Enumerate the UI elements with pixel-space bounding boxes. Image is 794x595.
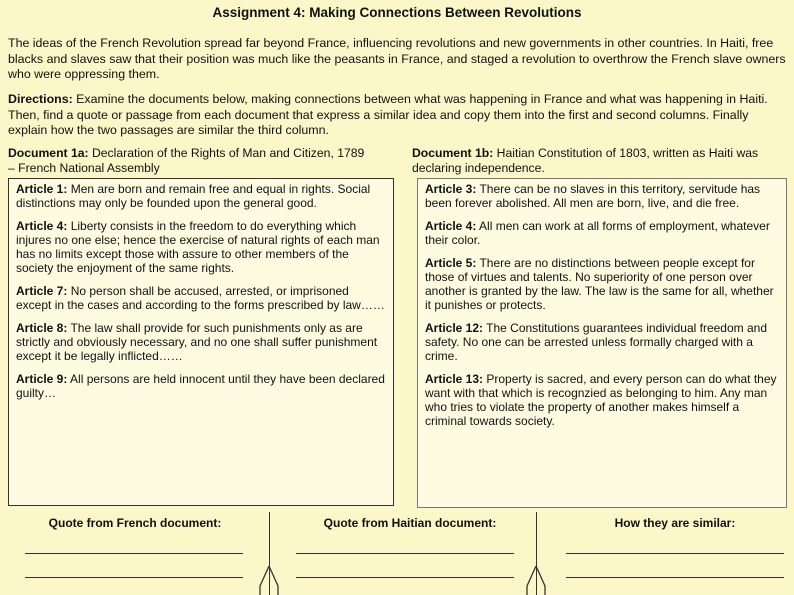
article-text: All men can work at all forms of employment, whatever their color. [425,219,770,247]
doc1a-article [16,321,386,363]
doc1b-article [425,182,779,210]
haitian-quote-header: Quote from Haitian document: [323,516,497,530]
doc1a-article [16,182,386,210]
doc1a-heading [8,146,368,176]
directions-label: Directions: [8,92,73,106]
article-label: Article 8: [16,321,68,335]
french-answer-line[interactable] [25,553,243,554]
divider-arrow-icon [523,566,549,595]
haitian-answer-line[interactable] [296,577,514,578]
doc1a-article [16,284,386,312]
article-text: Liberty consists in the freedom to do everything which injures no one else; hence the exercise of natural rights of each man has no limits except those with assure to other members of the society the enjoyment of the same rights. [16,219,380,275]
french-quote-header: Quote from French document: [48,516,222,530]
article-text: There can be no slaves in this territory, servitude has been forever abolished. All men are born, live, and die free. [425,182,761,210]
article-text: The Constitutions guarantees individual freedom and safety. No one can be arrested unless formally charged with a crime. [425,321,767,363]
divider-arrow-icon [256,566,282,595]
doc1b-label: Document 1b: [412,146,494,160]
intro-paragraph: The ideas of the French Revolution spread far beyond France, influencing revolutions and new governments in other countries. In Haiti, free blacks and slaves saw that their position was much like the peasants in France, and staged a revolution to overthrow the French slave owners who were oppressing them. [8,36,786,81]
article-text: The law shall provide for such punishments only as are strictly and obviously necessary, and no one shall suffer punishment except it be legally inflicted…… [16,321,378,363]
article-text: All persons are held innocent until they have been declared guilty… [16,372,385,400]
article-text: Men are born and remain free and equal in rights. Social distinctions may only be founded upon the general good. [16,182,371,210]
article-label: Article 5: [425,256,477,270]
doc1a-article [16,372,386,400]
article-label: Article 1: [16,182,68,196]
doc1b-article [425,321,779,363]
directions-text: Examine the documents below, making connections between what was happening in France and what was happening in Haiti. Then, find a quote or passage from each document that express a similar idea and copy them into the first and second columns. Finally explain how the two passages are similar the third column. [8,92,768,137]
haitian-answer-line[interactable] [296,553,514,554]
article-label: Article 4: [16,219,68,233]
article-label: Article 9: [16,372,68,386]
doc1b-heading [412,146,792,176]
doc1b-article [425,372,779,428]
doc1a-box [8,178,394,506]
doc1b-title: Haitian Constitution of 1803, written as Haiti was declaring independence. [412,146,759,175]
doc1a-title: Declaration of the Rights of Man and Citizen, 1789 – French National Assembly [8,146,365,175]
directions-paragraph [8,92,788,139]
article-text: There are no distinctions between people except for those of virtues and talents. No superiority of one person over another is granted by the law. The law is the same for all, whether it punishes or protects. [425,256,774,312]
french-answer-line[interactable] [25,577,243,578]
article-text: No person shall be accused, arrested, or imprisoned except in the cases and according to the forms prescribed by law…… [16,284,385,312]
article-label: Article 4: [425,219,477,233]
doc1b-box [417,178,787,508]
doc1b-article [425,219,779,247]
article-label: Article 7: [16,284,68,298]
article-label: Article 12: [425,321,484,335]
article-label: Article 13: [425,372,484,386]
article-text: Property is sacred, and every person can do what they want with that which is recognzied as belonging to him. Any man who tries to violate the property of another makes himself a criminal towards society. [425,372,777,428]
assignment-title: Assignment 4: Making Connections Between Revolutions [212,5,582,20]
similarity-answer-line[interactable] [566,577,784,578]
similarity-answer-line[interactable] [566,553,784,554]
doc1a-label: Document 1a: [8,146,89,160]
doc1b-article [425,256,779,312]
similarity-header: How they are similar: [614,516,736,530]
doc1a-article [16,219,386,275]
article-label: Article 3: [425,182,477,196]
